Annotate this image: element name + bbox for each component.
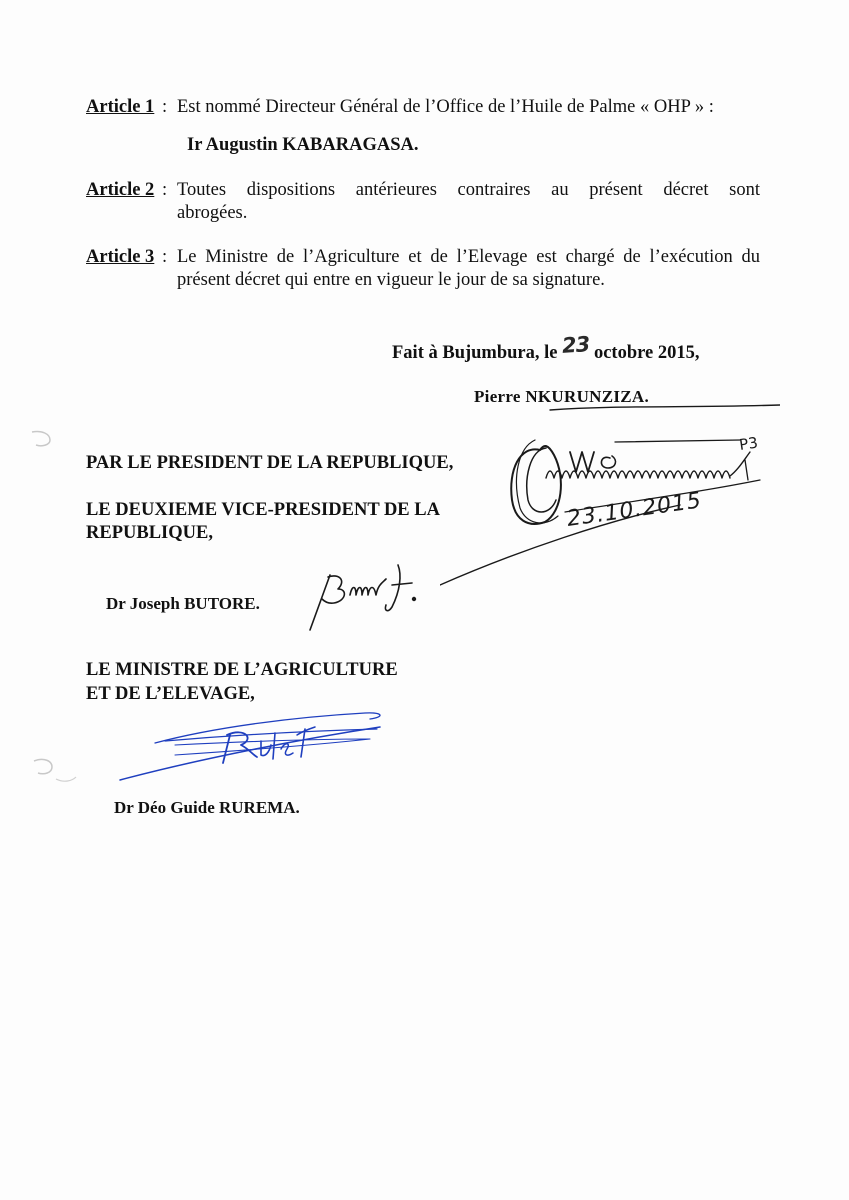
article-3-label: Article 3 bbox=[86, 247, 155, 267]
minister-signature bbox=[115, 705, 390, 790]
minister-name: Dr Déo Guide RUREMA. bbox=[114, 798, 300, 817]
vice-president-title-line1: LE DEUXIEME VICE-PRESIDENT DE LA bbox=[86, 500, 440, 520]
president-name: Pierre NKURUNZIZA. bbox=[474, 387, 650, 406]
article-3-text-line1: Le Ministre de l’Agriculture et de l’Elevage est chargé de l’exécution du bbox=[177, 247, 760, 267]
article-2-colon: : bbox=[162, 180, 168, 200]
article-1-colon: : bbox=[162, 97, 168, 117]
president-signature-initials: P3 bbox=[738, 433, 759, 454]
minister-title-line1: LE MINISTRE DE L’AGRICULTURE bbox=[86, 660, 398, 680]
appointee-name: Ir Augustin KABARAGASA. bbox=[187, 135, 419, 155]
article-2 bbox=[86, 179, 762, 229]
punch-hole-mark bbox=[28, 428, 54, 450]
handwritten-day: 23 bbox=[561, 332, 591, 358]
place-date bbox=[392, 332, 700, 365]
article-2-text-line1: Toutes dispositions antérieures contraires au présent décret sont bbox=[177, 180, 760, 200]
vice-president-title-line2: REPUBLIQUE, bbox=[86, 523, 213, 543]
vice-president-signature bbox=[300, 555, 430, 635]
article-2-text-line2: abrogées. bbox=[177, 203, 248, 223]
article-3-text-line2: présent décret qui entre en vigueur le jour de sa signature. bbox=[177, 270, 605, 290]
place-date-suffix: octobre 2015, bbox=[593, 343, 700, 363]
article-3 bbox=[86, 246, 762, 296]
place-date-prefix: Fait à Bujumbura, le bbox=[392, 343, 558, 363]
article-1-label: Article 1 bbox=[86, 97, 155, 117]
vice-president-name: Dr Joseph BUTORE. bbox=[106, 594, 260, 613]
article-1-text: Est nommé Directeur Général de l’Office de l’Huile de Palme « OHP » : bbox=[177, 97, 714, 117]
president-signature-date: 23.10.2015 bbox=[565, 488, 704, 532]
punch-hole-mark bbox=[30, 755, 80, 785]
article-3-colon: : bbox=[162, 247, 168, 267]
by-president-heading: PAR LE PRESIDENT DE LA REPUBLIQUE, bbox=[86, 453, 454, 473]
president-signature bbox=[440, 400, 780, 595]
minister-title-line2: ET DE L’ELEVAGE, bbox=[86, 684, 255, 704]
article-2-label: Article 2 bbox=[86, 180, 155, 200]
